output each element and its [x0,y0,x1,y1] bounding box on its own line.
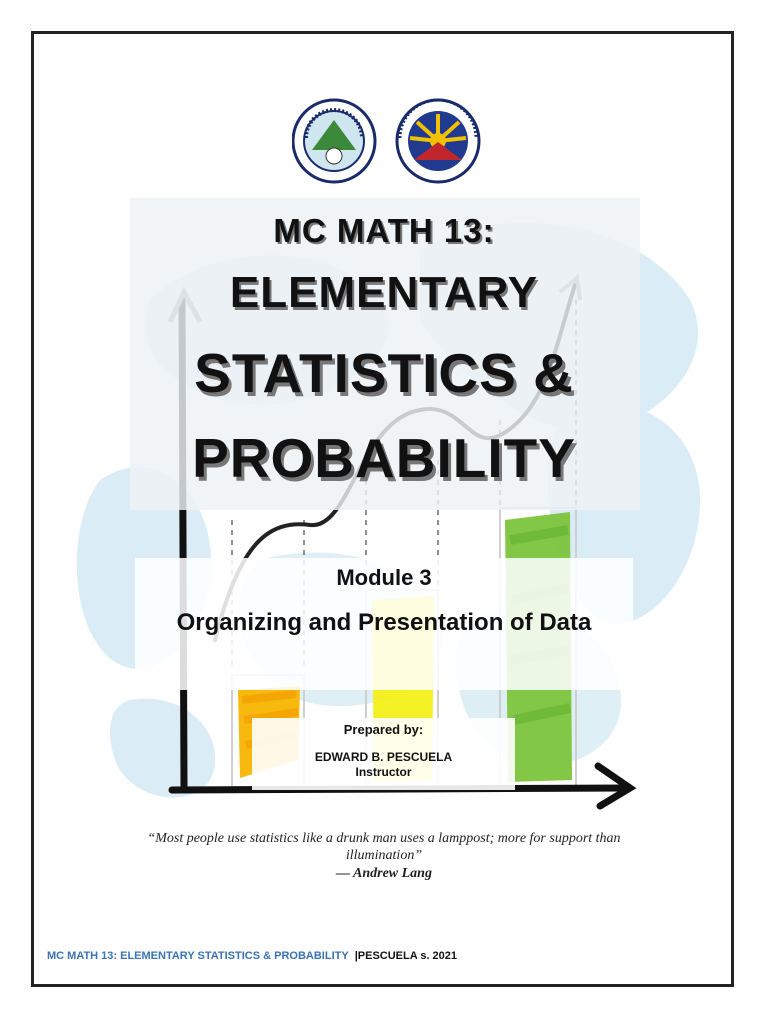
page-footer [47,950,457,962]
title-line-probability: PROBABILITY [192,427,576,489]
course-code: MC MATH 13: [273,212,495,249]
quote-author: ― Andrew Lang [336,866,432,881]
author-name: EDWARD B. PESCUELA [314,750,453,764]
quote-text: “Most people use statistics like a drunk man uses a lamppost; more for support than illumination” [147,831,621,863]
prepared-by-label: Prepared by: [343,722,424,737]
footer-separator: | [354,950,358,962]
module-number: Module 3 [336,565,432,590]
author-role: Instructor [355,765,412,779]
module-title: Organizing and Presentation of Data [176,609,592,636]
title-line-elementary: ELEMENTARY [229,268,539,317]
title-line-statistics: STATISTICS & [194,342,574,404]
ched-seal-icon [397,100,479,182]
logos-row [292,98,482,184]
libon-college-seal-icon [293,100,375,182]
footer-author-year: PESCUELA s. 2021 [357,950,458,962]
footer-course-title: MC MATH 13: ELEMENTARY STATISTICS & PROBABILITY [47,950,349,962]
